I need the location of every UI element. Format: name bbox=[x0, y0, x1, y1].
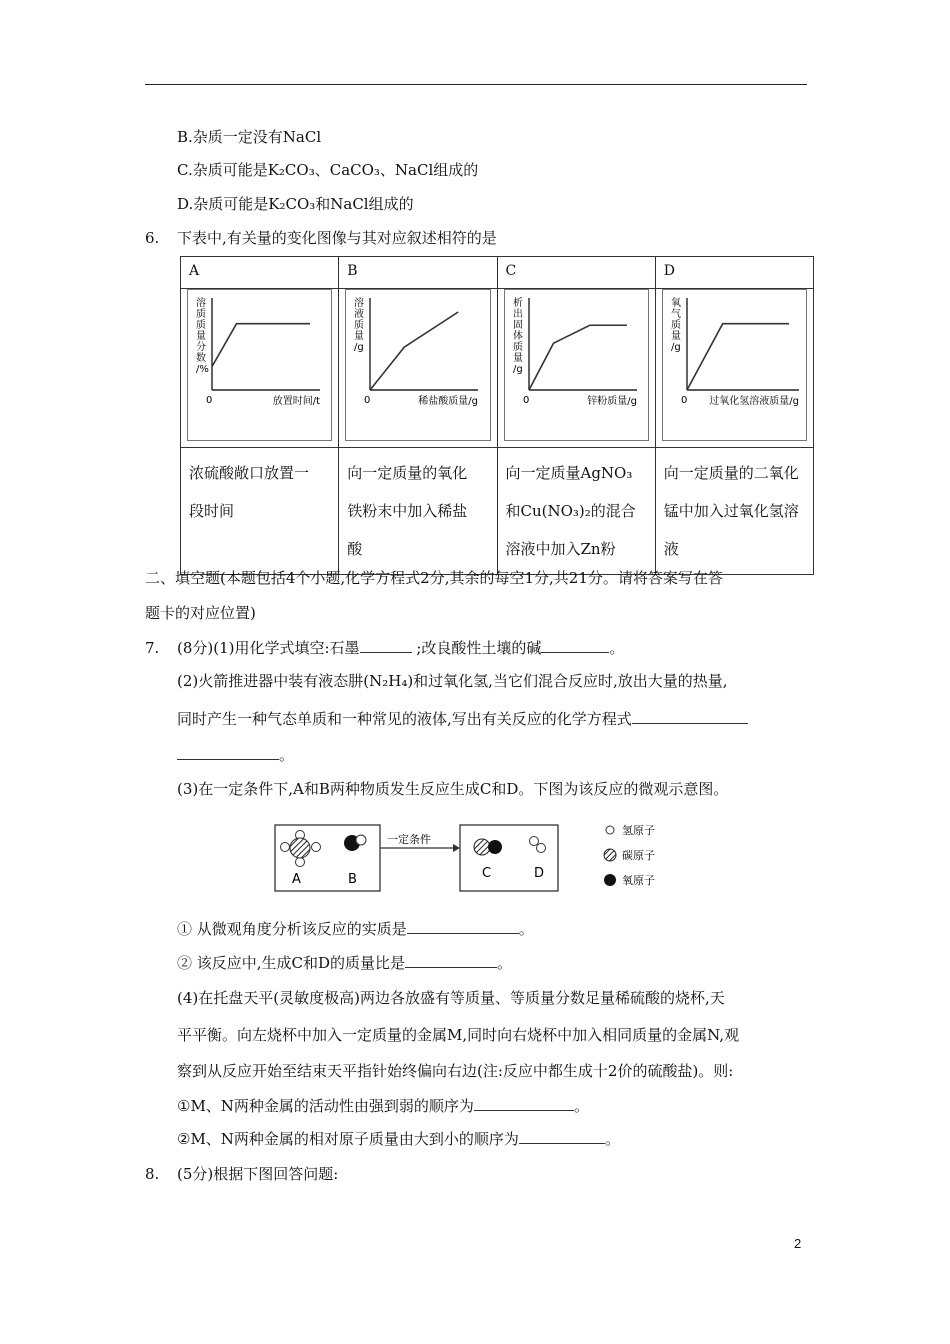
y-axis-label: 出 bbox=[512, 309, 523, 320]
q7-part4-q1: ①M、N两种金属的活动性由强到弱的顺序为 。 bbox=[177, 1097, 589, 1115]
y-axis-label: 分 bbox=[196, 342, 206, 353]
q6-number: 6. bbox=[145, 229, 160, 247]
answer-blank[interactable] bbox=[407, 919, 519, 934]
y-axis-label: 量 bbox=[354, 331, 365, 342]
q5-option-d: D.杂质可能是K₂CO₃和NaCl组成的 bbox=[177, 195, 414, 213]
q7-part4-line2: 平平衡。向左烧杯中加入一定质量的金属M,同时向右烧杯中加入相同质量的金属N,观 bbox=[177, 1026, 740, 1044]
q7-part4-q2: ②M、N两种金属的相对原子质量由大到小的顺序为 。 bbox=[177, 1130, 620, 1148]
label-d: D bbox=[534, 866, 545, 881]
series-line bbox=[370, 312, 458, 390]
label-b: B bbox=[348, 872, 357, 887]
y-axis-label: 溶 bbox=[196, 298, 206, 309]
q7-part1: (8分)(1)用化学式填空:石墨 ;改良酸性土壤的碱 。 bbox=[177, 639, 625, 657]
answer-blank[interactable] bbox=[177, 745, 279, 760]
y-axis-label: 液 bbox=[354, 309, 365, 320]
graph-a bbox=[187, 289, 332, 441]
answer-blank[interactable] bbox=[519, 1129, 605, 1144]
y-axis-label: 溶 bbox=[354, 298, 365, 309]
q7-part3-q2: ② 该反应中,生成C和D的质量比是 。 bbox=[177, 954, 513, 972]
reaction-diagram bbox=[270, 815, 690, 897]
y-axis-label: /g bbox=[354, 342, 364, 353]
q7-part4-line1: (4)在托盘天平(灵敏度极高)两边各放盛有等质量、等质量分数足量稀硫酸的烧杯,天 bbox=[177, 989, 725, 1007]
label-a: A bbox=[292, 872, 301, 887]
y-axis-label: 量 bbox=[196, 331, 206, 342]
molecule-b bbox=[344, 835, 366, 851]
q7-part3: (3)在一定条件下,A和B两种物质发生反应生成C和D。下图为该反应的微观示意图。 bbox=[177, 780, 729, 798]
q5-option-b: B.杂质一定没有NaCl bbox=[177, 128, 322, 146]
y-axis-label: 质 bbox=[354, 320, 365, 331]
section2-heading-line1: 二、填空题(本题包括4个小题,化学方程式2分,其余的每空1分,共21分。请将答案写在答 bbox=[145, 569, 723, 587]
origin-label: 0 bbox=[206, 395, 213, 406]
answer-blank[interactable] bbox=[360, 638, 412, 653]
origin-label: 0 bbox=[680, 395, 688, 406]
label-c: C bbox=[482, 866, 492, 881]
origin-label: 0 bbox=[522, 395, 529, 406]
x-axis-label: 锌粉质量/g bbox=[586, 396, 637, 407]
y-axis-label: 质 bbox=[196, 320, 206, 331]
molecule-c bbox=[474, 839, 502, 855]
molecule-a bbox=[281, 831, 321, 867]
q6-table bbox=[180, 256, 814, 575]
y-axis-label: 量 bbox=[512, 353, 523, 364]
q7-part4-line3: 察到从反应开始至结束天平指针始终偏向右边(注:反应中都生成十2价的硫酸盐)。则: bbox=[177, 1062, 734, 1080]
y-axis-label: 固 bbox=[512, 320, 523, 331]
y-axis-label: 气 bbox=[670, 309, 681, 320]
q6-stem: 下表中,有关量的变化图像与其对应叙述相符的是 bbox=[177, 229, 497, 247]
answer-blank[interactable] bbox=[632, 709, 748, 724]
col-c-label: C bbox=[497, 257, 655, 289]
graph-c bbox=[504, 289, 649, 441]
page-number: 2 bbox=[794, 1236, 802, 1251]
graph-b bbox=[345, 289, 490, 441]
y-axis-label: 质 bbox=[670, 320, 681, 331]
graph-d bbox=[662, 289, 807, 441]
q8-number: 8. bbox=[145, 1165, 160, 1183]
q5-option-c: C.杂质可能是K₂CO₃、CaCO₃、NaCl组成的 bbox=[177, 161, 479, 179]
answer-blank[interactable] bbox=[474, 1096, 574, 1111]
col-b-label: B bbox=[339, 257, 497, 289]
series-line bbox=[212, 324, 310, 367]
x-axis-label: 放置时间/t bbox=[272, 396, 320, 407]
reaction-condition: 一定条件 bbox=[387, 833, 431, 846]
y-axis-label: 数 bbox=[196, 353, 206, 364]
answer-blank[interactable] bbox=[405, 953, 497, 968]
q8-text: (5分)根据下图回答问题: bbox=[177, 1165, 339, 1183]
y-axis-label: /% bbox=[196, 364, 209, 375]
y-axis-label: 析 bbox=[512, 298, 523, 309]
col-d-label: D bbox=[655, 257, 813, 289]
y-axis-label: 质 bbox=[196, 309, 206, 320]
series-line bbox=[687, 324, 789, 390]
q7-part2-line3: 。 bbox=[177, 745, 294, 765]
q7-part3-q1: ① 从微观角度分析该反应的实质是 。 bbox=[177, 920, 534, 938]
molecule-d bbox=[530, 837, 546, 853]
col-c-desc: 向一定质量AgNO₃ 和Cu(NO₃)₂的混合 溶液中加入Zn粉 bbox=[497, 448, 655, 575]
q7-part2-line1: (2)火箭推进器中装有液态肼(N₂H₄)和过氧化氢,当它们混合反应时,放出大量的热量, bbox=[177, 672, 728, 690]
section2-heading-line2: 题卡的对应位置) bbox=[145, 604, 256, 622]
x-axis-label: 过氧化氢溶液质量/g bbox=[709, 396, 799, 407]
legend-carbon: 碳原子 bbox=[622, 849, 655, 862]
col-b-desc: 向一定质量的氧化 铁粉末中加入稀盐 酸 bbox=[339, 448, 497, 575]
x-axis-label: 稀盐酸质量/g bbox=[418, 396, 479, 407]
y-axis-label: /g bbox=[512, 364, 523, 375]
answer-blank[interactable] bbox=[541, 638, 609, 653]
origin-label: 0 bbox=[364, 395, 371, 406]
y-axis-label: 氧 bbox=[670, 298, 681, 309]
y-axis-label: 量 bbox=[670, 331, 681, 342]
header-rule bbox=[145, 84, 807, 85]
series-line bbox=[529, 325, 627, 390]
q7-number: 7. bbox=[145, 639, 160, 657]
col-a-label: A bbox=[181, 257, 339, 289]
y-axis-label: /g bbox=[670, 342, 681, 353]
legend-hydrogen: 氢原子 bbox=[622, 824, 655, 837]
q7-part2-line2: 同时产生一种气态单质和一种常见的液体,写出有关反应的化学方程式 bbox=[177, 709, 748, 729]
col-d-desc: 向一定质量的二氧化 锰中加入过氧化氢溶 液 bbox=[655, 448, 813, 575]
y-axis-label: 质 bbox=[512, 342, 523, 353]
col-a-desc: 浓硫酸敞口放置一 段时间 bbox=[181, 448, 339, 575]
legend-oxygen: 氧原子 bbox=[622, 874, 655, 887]
y-axis-label: 体 bbox=[512, 331, 523, 342]
